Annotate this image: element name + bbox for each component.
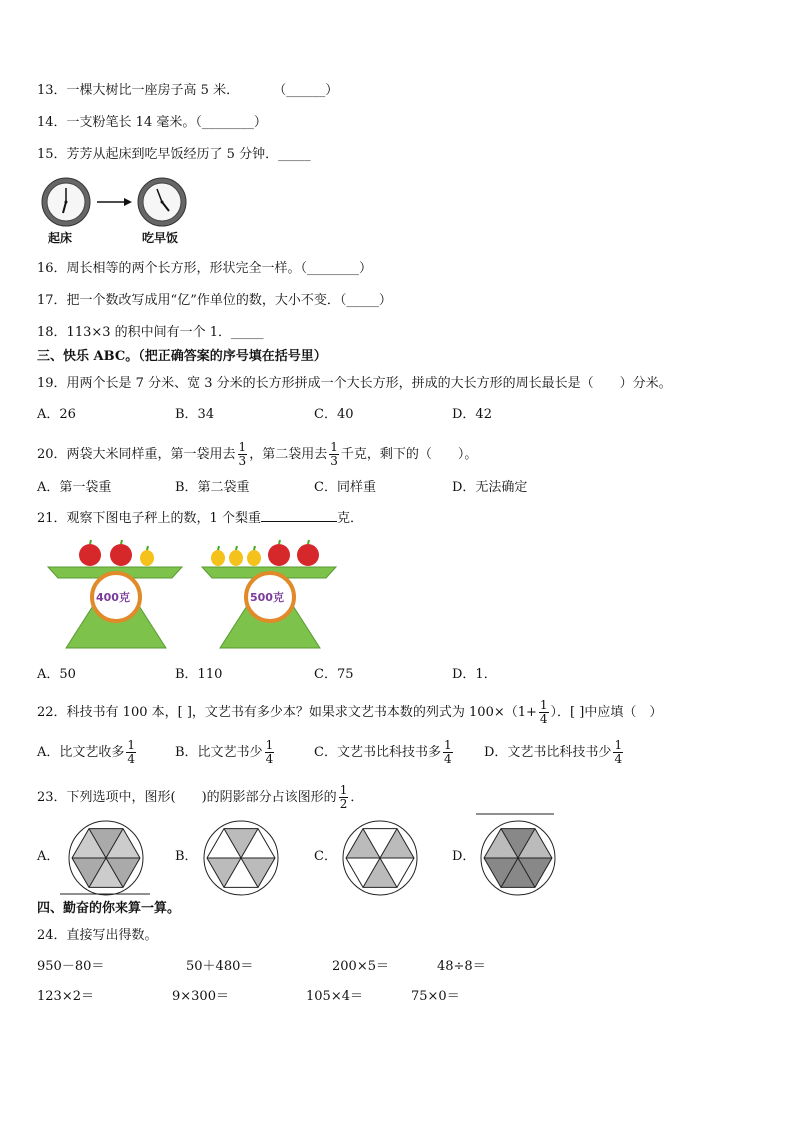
calc-row2-item1: 123×2＝ [37, 989, 94, 1004]
figure-d-overline [476, 813, 556, 817]
q20-text-mid: ，第二袋用去 [249, 447, 328, 462]
clock-label-wakeup: 起床 [48, 231, 73, 245]
q22-option-d: D．文艺书比科技书少 $\frac{1}{4}$ [484, 738, 623, 766]
q23-text-pre: 23．下列选项中，图形( )的阴影部分占该图形的 [37, 790, 337, 805]
clock-breakfast-icon [138, 178, 186, 226]
q19-option-a: A．26 [37, 407, 76, 422]
q23-text-post: ． [350, 790, 364, 805]
section-4-title: 四、勤奋的你来算一算。 [37, 901, 181, 916]
q22-option-a: A．比文艺收多 $\frac{1}{4}$ [37, 738, 136, 766]
q21-scales [48, 538, 348, 650]
calc-row2-item3: 105×4＝ [306, 989, 363, 1004]
q19: 19．用两个长是 7 分米、宽 3 分米的长方形拼成一个大长方形，拼成的大长方形的周长最长是（ ）分米。 [37, 376, 672, 391]
clock-label-breakfast: 吃早饭 [142, 231, 179, 245]
scale-right-reading: 500克 [250, 591, 284, 604]
q18: 18．113×3 的积中间有一个 1．_____ [37, 325, 264, 340]
q19-option-c: C．40 [314, 407, 354, 422]
calc-row1-item2: 50＋480＝ [186, 959, 254, 974]
q17: 17．把一个数改写成用“亿”作单位的数，大小不变．（_____） [37, 293, 392, 308]
q23-option-b: B． [175, 849, 198, 864]
section-3-title: 三、快乐 ABC。（把正确答案的序号填在括号里） [37, 349, 327, 364]
q22-text-pre: 22．科技书有 100 本，[ ]，文艺书有多少本？如果求文艺书本数的列式为 100×（1+ [37, 705, 537, 720]
q23 [37, 784, 363, 811]
q21-option-c: C．75 [314, 667, 354, 682]
q21-option-b: B．110 [175, 667, 223, 682]
clock-wakeup-icon [42, 178, 90, 226]
q13-answer-blank: （______） [273, 83, 339, 98]
q15: 15．芳芳从起床到吃早饭经历了 5 分钟．_____ [37, 147, 311, 162]
q19-option-d: D．42 [452, 407, 492, 422]
figure-a-hexagon [66, 818, 146, 898]
q21-option-d: D．1． [452, 667, 497, 682]
q24: 24．直接写出得数。 [37, 928, 158, 943]
figure-d-hexagon [478, 818, 558, 898]
q20-option-b: B．第二袋重 [175, 480, 250, 495]
arrow-right-icon [97, 198, 132, 206]
q22-option-c: C．文艺书比科技书多 $\frac{1}{4}$ [314, 738, 452, 766]
fraction-one-half: $\frac{1}{2}$ [339, 783, 348, 811]
calc-row1-item1: 950－80＝ [37, 959, 105, 974]
q20 [37, 441, 477, 468]
q13-text: 13．一棵大树比一座房子高 5 米． [37, 83, 240, 98]
q14: 14．一支粉笔长 14 毫米。（________） [37, 115, 267, 130]
q21 [37, 509, 363, 528]
fraction-one-quarter: $\frac{1}{4}$ [539, 698, 548, 726]
q21-text-post: 克． [336, 511, 363, 526]
q21-option-a: A．50 [37, 667, 76, 682]
q20-option-c: C．同样重 [314, 480, 376, 495]
scale-left-reading: 400克 [96, 591, 130, 604]
q23-option-d: D． [452, 849, 476, 864]
q20-text-post: 千克，剩下的（ ）。 [340, 447, 478, 462]
fraction-one-third: $\frac{1}{3}$ [238, 440, 247, 468]
q22-option-b: B．比文艺书少 $\frac{1}{4}$ [175, 738, 274, 766]
q20-option-a: A．第一袋重 [37, 480, 112, 495]
figure-b-hexagon [201, 818, 281, 898]
q21-text-pre: 21．观察下图电子秤上的数，1 个梨重 [37, 511, 261, 526]
q13 [37, 82, 338, 100]
q16: 16．周长相等的两个长方形，形状完全一样。（________） [37, 261, 373, 276]
calc-row1-item3: 200×5＝ [332, 959, 389, 974]
q23-option-a: A． [37, 849, 60, 864]
q21-answer-blank [261, 509, 337, 522]
q19-option-b: B．34 [175, 407, 215, 422]
calc-row1-item4: 48÷8＝ [437, 959, 486, 974]
figure-a-underline [60, 893, 152, 897]
calc-row2-item2: 9×300＝ [172, 989, 229, 1004]
fraction-one-third-2: $\frac{1}{3}$ [330, 440, 338, 468]
q22 [37, 699, 662, 726]
figure-c-hexagon [340, 818, 420, 898]
calc-row2-item4: 75×0＝ [411, 989, 460, 1004]
q20-option-d: D．无法确定 [452, 480, 528, 495]
q22-text-post: ）．[ ]中应填（ ） [550, 705, 663, 720]
q20-text-pre: 20．两袋大米同样重，第一袋用去 [37, 447, 236, 462]
q23-option-c: C． [314, 849, 337, 864]
